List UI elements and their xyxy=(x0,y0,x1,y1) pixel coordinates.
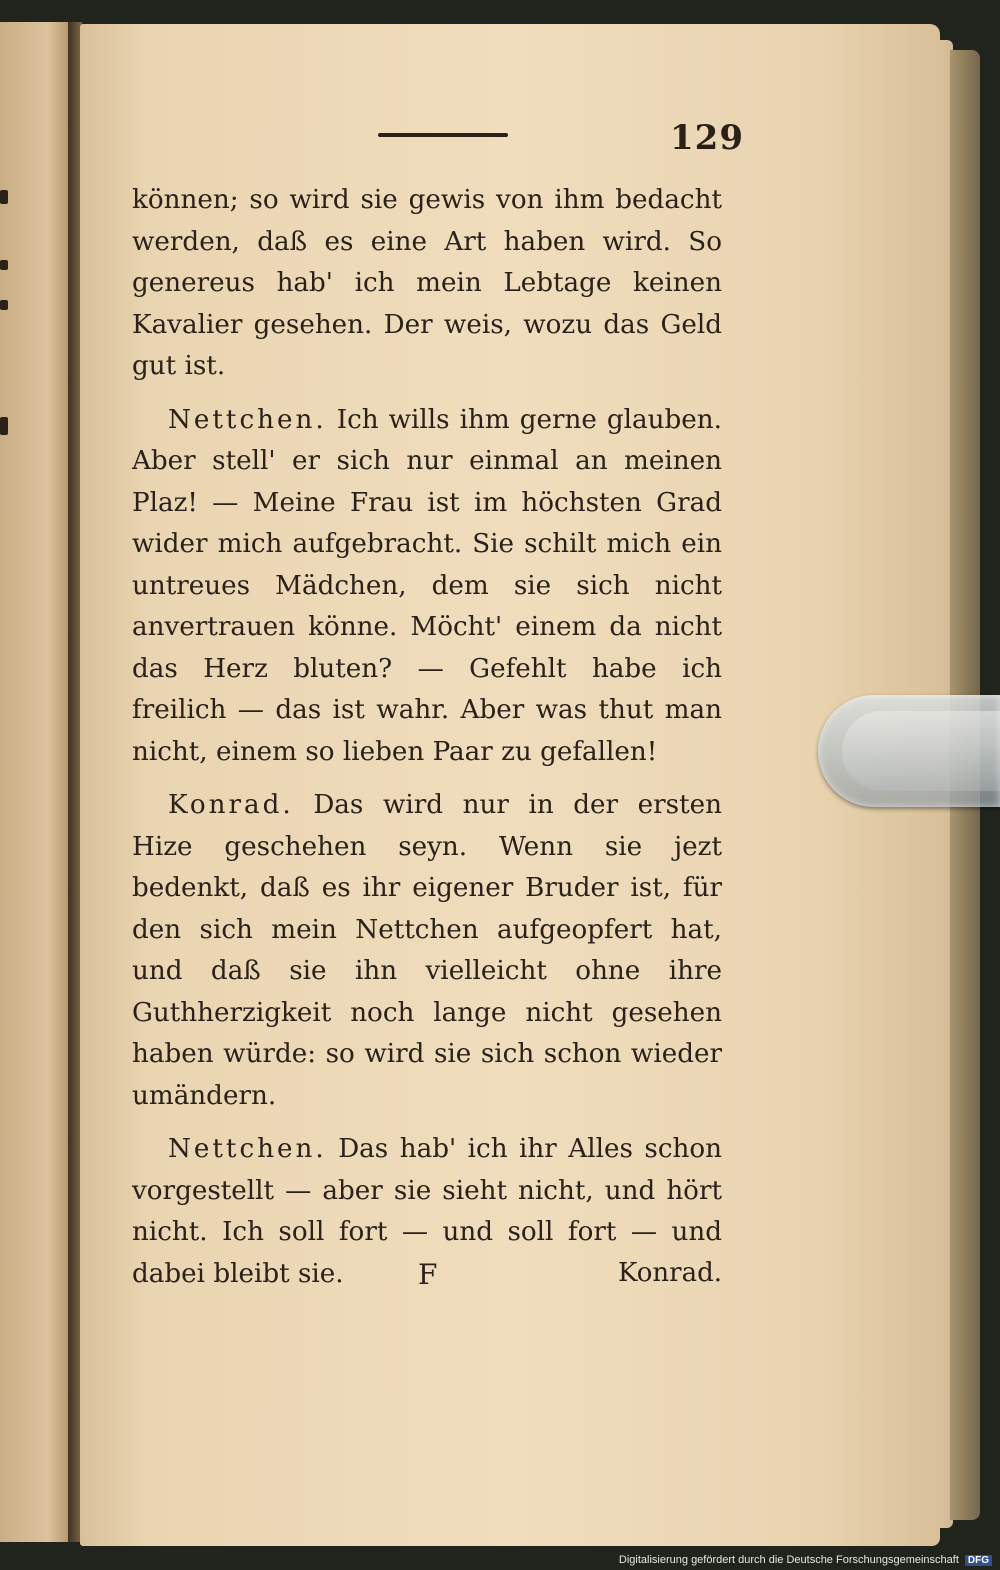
left-facing-page xyxy=(0,22,71,1542)
credit-text: Digitalisierung gefördert durch die Deutsche Forschungsgemeinschaft xyxy=(618,1554,959,1566)
speech-konrad xyxy=(132,785,722,1117)
paragraph-continuation xyxy=(132,180,722,388)
header-rule xyxy=(378,133,508,137)
speaker-name: Konrad. xyxy=(168,790,294,820)
ink-mark xyxy=(0,300,8,310)
ink-mark xyxy=(0,260,8,270)
ink-mark xyxy=(0,190,8,204)
page-number: 129 xyxy=(670,118,744,158)
paragraph-text: können; so wird sie gewis von ihm bedacht werden, daß es eine Art haben wird. So genereus hab' ich mein Lebtage keinen Kavalier gesehen. Der weis, wozu das Geld gut ist. xyxy=(132,185,722,381)
speech-text: Das hab' ich ihr Alles schon vorgestellt — aber sie sieht nicht, und hört nicht. Ich soll fort — und soll fort — und dabei bleibt sie. xyxy=(132,1134,723,1289)
speech-text: Ich wills ihm gerne glauben. Aber stell' er sich nur einmal an meinen Plaz! — Meine Frau ist im höchsten Grad wider mich aufgebracht. Sie schilt mich ein untreues Mädchen, dem sie sich nicht anvertrauen könne. Möcht' einem da nicht das Herz bluten? — Gefehlt habe ich freilich — das ist wahr. Aber was thut man nicht, einem so lieben Paar zu gefallen! xyxy=(132,404,722,767)
dfg-logo: DFG xyxy=(965,1555,992,1566)
page-footer xyxy=(132,1258,722,1298)
digitization-credit xyxy=(619,1554,992,1566)
speaker-name: Nettchen. xyxy=(168,404,327,435)
speaker-name: Nettchen. xyxy=(168,1134,327,1164)
catchword: Konrad. xyxy=(618,1258,722,1288)
ink-mark xyxy=(0,417,8,435)
page-text xyxy=(132,180,722,1295)
page-clip xyxy=(818,695,1000,807)
clip-highlight xyxy=(842,711,1000,791)
signature-mark: F xyxy=(418,1258,438,1291)
speech-text: Das wird nur in der ersten Hize geschehen seyn. Wenn sie jezt bedenkt, daß es ihr eigener Bruder ist, für den sich mein Nettchen aufgeopfert hat, und daß sie ihn vielleicht ohne ihre Guthherzigkeit noch lange nicht gesehen haben würde: so wird sie sich schon wieder umändern. xyxy=(132,790,722,1111)
speech-nettchen-1 xyxy=(132,400,722,774)
